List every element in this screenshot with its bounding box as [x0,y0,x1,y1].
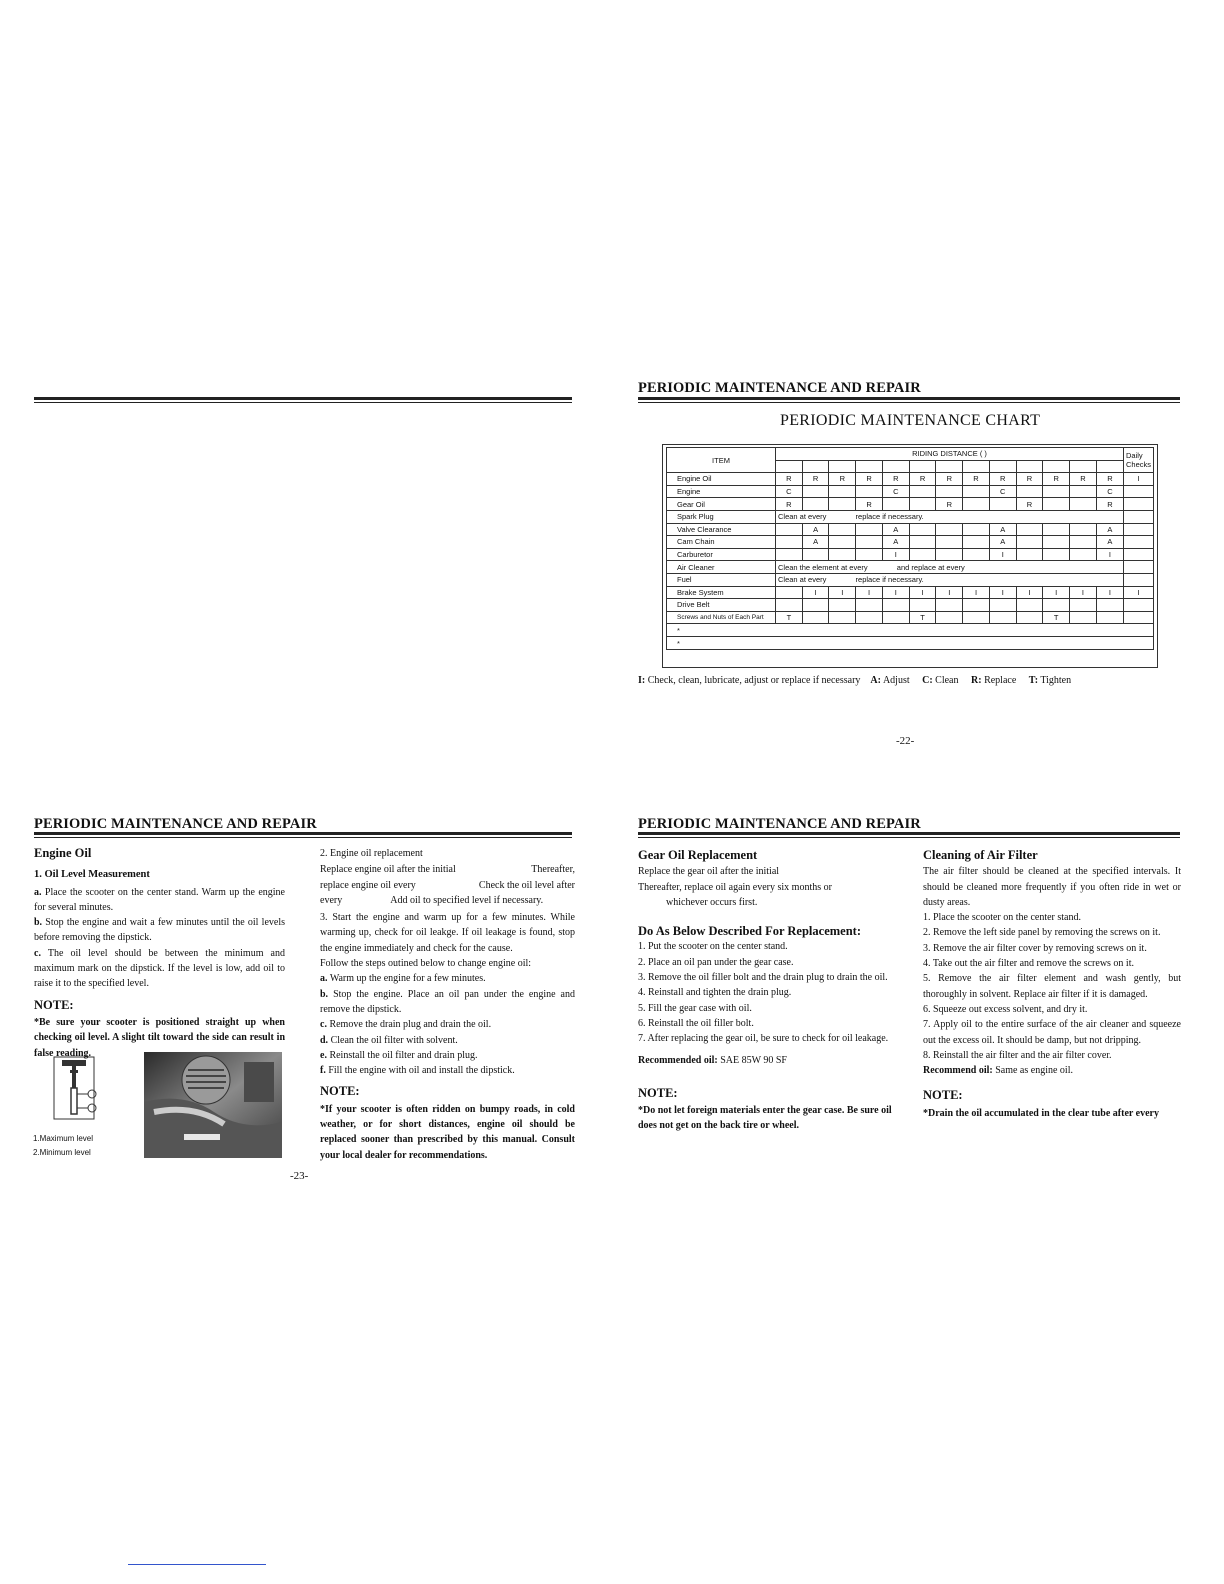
chart-row-item: Screws and Nuts of Each Part [667,611,776,624]
gear-rec-oil: Recommended oil: SAE 85W 90 SF [638,1054,787,1066]
engine-oil-left-column [34,846,285,1061]
chart-cell [856,548,883,561]
dipstick-captions [33,1132,93,1160]
header-rule-24 [638,832,1180,835]
chart-row [667,573,1154,586]
gear-step: 7. After replacing the gear oil, be sure to check for oil leakage. [638,1033,889,1045]
legend-t-text: Tighten [1040,675,1072,686]
chart-cell [1070,498,1097,511]
air-filter-title: Cleaning of Air Filter [923,848,1038,862]
chart-cell [909,498,936,511]
top-left-rule [34,397,572,400]
chart-row [667,586,1154,599]
chart-cell [829,548,856,561]
chart-cell [1070,611,1097,624]
sub-step-c: c. Remove the drain plug and drain the oil. [320,1019,492,1031]
chart-cell [1124,536,1154,549]
follow-steps: Follow the steps outined below to change engine oil: [320,958,532,970]
chart-cell: R [776,473,803,486]
air-filter-step: 8. Reinstall the air filter and the air filter cover. [923,1049,1112,1061]
air-filter-column [923,848,1181,1121]
chart-cell [856,611,883,624]
chart-cell: I [989,548,1016,561]
sub-step-b: b. Stop the engine. Place an oil pan under the engine and remove the dipstick. [320,988,576,1015]
chart-cell [963,548,990,561]
step-c: c. The oil level should be between the minimum and maximum mark on the dipstick. If the level is low, add oil to raise it to the specified level. [34,947,285,990]
header-rule-24-thin [638,837,1180,838]
chart-distance-cell [1070,460,1097,473]
gear-step: 2. Place an oil pan under the gear case. [638,956,794,968]
chart-cell [1070,523,1097,536]
legend-r-key: R: [971,675,982,686]
replace-line-2: replace engine oil every Check the oil level after [320,879,575,891]
chart-cell [776,536,803,549]
gear-oil-column [638,848,894,1134]
chart-row [667,599,1154,612]
chart-row-item: Valve Clearance [667,523,776,536]
chart-item-header: ITEM [667,448,776,473]
chart-distance-cell [802,460,829,473]
gear-step: 4. Reinstall and tighten the drain plug. [638,987,792,999]
chart-cell [776,523,803,536]
gear-note-text: *Do not let foreign materials enter the gear case. Be sure oil does not get on the back tire or wheel. [638,1105,892,1132]
chart-cell: C [1096,485,1123,498]
chart-cell: I [856,586,883,599]
chart-cell [1070,485,1097,498]
legend-a-text: Adjust [882,675,910,686]
chart-cell: R [882,473,909,486]
chart-distance-cell [776,460,803,473]
gear-oil-title: Gear Oil Replacement [638,848,758,862]
engine-oil-title: Engine Oil [34,846,92,860]
chart-cell [936,485,963,498]
legend-r-text: Replace [984,675,1017,686]
air-note-title: NOTE: [923,1088,963,1103]
chart-cell [1124,548,1154,561]
chart-cell: I [1096,586,1123,599]
chart-cell [829,498,856,511]
air-filter-step: 7. Apply oil to the entire surface of the air cleaner and squeeze out the excess oil. It should be damp, but not dripping. [923,1019,1181,1046]
chart-cell: I [1124,586,1154,599]
caption-max: 1.Maximum level [33,1134,94,1143]
page-header-24: PERIODIC MAINTENANCE AND REPAIR [638,816,921,832]
chart-cell [936,523,963,536]
chart-row-item: Engine Oil [667,473,776,486]
chart-row-item: Carburetor [667,548,776,561]
chart-cell [1124,510,1154,523]
chart-cell: R [989,473,1016,486]
chart-distance-cell [989,460,1016,473]
chart-distance-cell [882,460,909,473]
legend-c-key: C: [922,675,933,686]
chart-cell [802,548,829,561]
gear-line-1: Replace the gear oil after the initial [638,866,780,878]
chart-cell: I [882,548,909,561]
chart-cell: R [856,473,883,486]
chart-distance-cell [1096,460,1123,473]
chart-cell: R [802,473,829,486]
gear-step: 1. Put the scooter on the center stand. [638,941,788,953]
chart-cell [1124,498,1154,511]
chart-cell [1043,548,1070,561]
air-filter-intro: The air filter should be cleaned at the specified intervals. It should be cleaned more frequently if you often ride in wet or dusty areas. [923,866,1181,908]
chart-cell [909,599,936,612]
chart-cell: A [882,523,909,536]
chart-cell: A [802,536,829,549]
chart-cell [1070,599,1097,612]
chart-cell [802,485,829,498]
chart-cell: R [1016,473,1043,486]
chart-cell [882,599,909,612]
chart-cell [936,599,963,612]
chart-cell [1043,536,1070,549]
note-title: NOTE: [34,997,74,1012]
chart-cell [1124,561,1154,574]
oil-level-subtitle: 1. Oil Level Measurement [34,869,150,881]
chart-cell: A [802,523,829,536]
chart-row [667,498,1154,511]
sub-step-e: e. Reinstall the oil filter and drain plug. [320,1049,478,1061]
air-note-text: *Drain the oil accumulated in the clear tube after every [923,1107,1159,1119]
chart-distance-cell [963,460,990,473]
chart-cell [856,536,883,549]
air-filter-step: 5. Remove the air filter element and wash gently, but thoroughly in solvent. Replace air filter if it is damaged. [923,973,1181,1000]
chart-row [667,523,1154,536]
chart-cell: I [1016,586,1043,599]
chart-cell: I [1124,473,1154,486]
chart-cell [1016,536,1043,549]
do-as-below-title: Do As Below Described For Replacement: [638,924,861,939]
chart-cell: A [1096,523,1123,536]
chart-cell [856,485,883,498]
chart-cell [963,536,990,549]
chart-cell [882,611,909,624]
chart-cell [882,498,909,511]
gear-line-3: whichever occurs first. [666,896,758,908]
chart-cell: R [1096,473,1123,486]
chart-cell [802,498,829,511]
chart-cell: R [963,473,990,486]
chart-row [667,611,1154,624]
chart-cell [1124,485,1154,498]
chart-cell [909,485,936,498]
legend-i-text: Check, clean, lubricate, adjust or replace if necessary [647,675,861,686]
chart-cell [1016,548,1043,561]
chart-cell: I [1043,586,1070,599]
chart-cell: I [1096,548,1123,561]
chart-cell: R [1096,498,1123,511]
chart-cell [963,611,990,624]
sub-step-a: a. Warm up the engine for a few minutes. [320,973,486,985]
chart-merged-cell: Clean at every replace if necessary. [776,510,1124,523]
chart-cell [1043,485,1070,498]
header-rule [638,397,1180,400]
chart-row-item: Gear Oil [667,498,776,511]
gear-line-2: Thereafter, replace oil again every six months or [638,881,832,893]
chart-cell [829,599,856,612]
air-filter-step: 1. Place the scooter on the center stand. [923,912,1081,924]
chart-daily-checks: Daily Checks [1124,448,1154,473]
gear-note-title: NOTE: [638,1085,678,1100]
gear-step: 5. Fill the gear case with oil. [638,1002,752,1014]
chart-distance-cell [1043,460,1070,473]
chart-cell [802,599,829,612]
chart-cell: R [936,498,963,511]
chart-cell: T [909,611,936,624]
top-left-rule-thin [34,402,572,403]
chart-cell [1070,548,1097,561]
chart-cell [1096,599,1123,612]
chart-cell [776,548,803,561]
chart-row [667,473,1154,486]
chart-row [667,561,1154,574]
air-filter-step: 6. Squeeze out excess solvent, and dry it. [923,1003,1088,1015]
chart-cell: R [829,473,856,486]
replace-line-1: Replace engine oil after the initial Thereafter, [320,864,575,876]
chart-cell [909,536,936,549]
chart-footnote-2: * [667,637,1154,650]
chart-cell: A [989,536,1016,549]
chart-cell [989,599,1016,612]
legend-c-text: Clean [935,675,959,686]
chart-cell [936,611,963,624]
chart-cell: I [909,586,936,599]
chart-distance-cell [909,460,936,473]
chart-row-item: Drive Belt [667,599,776,612]
gear-step: 6. Reinstall the oil filler bolt. [638,1017,754,1029]
caption-min: 2.Minimum level [33,1148,91,1157]
chart-legend [638,675,1071,686]
chart-cell: T [776,611,803,624]
chart-footnote-1: * [667,624,1154,637]
page-number-23: -23- [290,1170,309,1182]
chart-row-item: Fuel [667,573,776,586]
chart-cell [1016,611,1043,624]
chart-row-item: Spark Plug [667,510,776,523]
chart-cell [936,536,963,549]
chart-cell [776,586,803,599]
chart-title: PERIODIC MAINTENANCE CHART [780,412,1041,429]
chart-cell: I [936,586,963,599]
chart-cell: I [963,586,990,599]
chart-cell: T [1043,611,1070,624]
chart-row-item: Cam Chain [667,536,776,549]
chart-merged-cell: Clean at every replace if necessary. [776,573,1124,586]
chart-cell: R [1070,473,1097,486]
step-3: 3. Start the engine and warm up for a few minutes. While warming up, check for oil leakge. If oil leakage is found, stop the engine immediately and check for the cause. [320,912,575,954]
chart-row [667,510,1154,523]
chart-row [667,485,1154,498]
chart-row-item: Brake System [667,586,776,599]
bottom-link-line [128,1564,266,1565]
note2-text: *If your scooter is often ridden on bumpy roads, in cold weather, or for short distances, engine oil should be replaced sooner than prescribed by this manual. Consult your local dealer for recommendations. [320,1103,575,1161]
chart-cell: C [776,485,803,498]
chart-cell [1043,599,1070,612]
chart-cell [1043,498,1070,511]
chart-cell [936,548,963,561]
chart-cell [1096,611,1123,624]
sub-step-d: d. Clean the oil filter with solvent. [320,1034,458,1046]
chart-riding-distance: RIDING DISTANCE ( ) [776,448,1124,461]
chart-cell [829,485,856,498]
chart-cell: A [1096,536,1123,549]
chart-cell: R [1016,498,1043,511]
chart-cell: C [989,485,1016,498]
page-header: PERIODIC MAINTENANCE AND REPAIR [638,380,921,396]
chart-merged-cell: Clean the element at every and replace at every [776,561,1124,574]
chart-cell: R [909,473,936,486]
maintenance-chart [666,447,1154,650]
chart-cell [829,536,856,549]
header-rule-23-thin [34,837,572,838]
header-rule-23 [34,832,572,835]
chart-cell [1070,536,1097,549]
chart-distance-cell [856,460,883,473]
engine-photo [144,1052,282,1158]
legend-i-key: I: [638,675,646,686]
sub-step-f: f. Fill the engine with oil and install the dipstick. [320,1065,515,1077]
air-filter-steps [923,910,1181,1063]
chart-cell [1016,599,1043,612]
chart-cell [829,523,856,536]
chart-cell [829,611,856,624]
chart-row [667,536,1154,549]
chart-cell: I [1070,586,1097,599]
chart-cell: A [882,536,909,549]
chart-distance-cell [1016,460,1043,473]
chart-distance-cell [936,460,963,473]
chart-cell [776,599,803,612]
chart-cell: C [882,485,909,498]
chart-row [667,548,1154,561]
note-text: *Be sure your scooter is positioned straight up when checking oil level. A slight tilt toward the side can result in false reading. [34,1016,285,1059]
page-header-23: PERIODIC MAINTENANCE AND REPAIR [34,816,317,832]
legend-t-key: T: [1028,675,1039,686]
chart-cell [856,599,883,612]
chart-cell [802,611,829,624]
engine-oil-right-column [320,846,575,1163]
chart-cell [1043,523,1070,536]
chart-cell: A [989,523,1016,536]
chart-cell [963,599,990,612]
chart-cell [1124,611,1154,624]
chart-cell [1124,523,1154,536]
header-rule-thin [638,402,1180,403]
replacement-subtitle: 2. Engine oil replacement [320,848,423,859]
chart-cell [1124,573,1154,586]
chart-cell [963,523,990,536]
air-filter-step: 4. Take out the air filter and remove the screws on it. [923,958,1134,970]
chart-cell: R [936,473,963,486]
chart-cell [909,548,936,561]
air-filter-step: 3. Remove the air filter cover by removing screws on it. [923,942,1147,954]
chart-cell [963,498,990,511]
gear-steps [638,939,894,1046]
note2-title: NOTE: [320,1084,360,1099]
chart-cell: R [1043,473,1070,486]
chart-cell [989,611,1016,624]
legend-a-key: A: [870,675,881,686]
gear-step: 3. Remove the oil filler bolt and the drain plug to drain the oil. [638,972,888,984]
chart-cell [1124,599,1154,612]
chart-cell [1016,523,1043,536]
chart-row-item: Air Cleaner [667,561,776,574]
chart-cell [963,485,990,498]
chart-cell [856,523,883,536]
step-b: b. Stop the engine and wait a few minutes until the oil levels before removing the dipstick. [34,917,285,944]
page-number-22: -22- [896,735,915,747]
step-a: a. Place the scooter on the center stand. Warm up the engine for several minutes. [34,886,286,913]
chart-cell: I [882,586,909,599]
chart-cell [989,498,1016,511]
air-filter-step: 2. Remove the left side panel by removing the screws on it. [923,927,1161,939]
dipstick-illustration [34,1056,124,1128]
chart-cell: I [989,586,1016,599]
air-rec-oil: Recommend oil: Same as engine oil. [923,1065,1073,1077]
chart-cell [1016,485,1043,498]
chart-cell: I [802,586,829,599]
chart-cell: I [829,586,856,599]
chart-row-item: Engine [667,485,776,498]
chart-distance-cell [829,460,856,473]
chart-cell: R [776,498,803,511]
chart-cell [909,523,936,536]
replace-line-3: every Add oil to specified level if necessary. [320,894,544,906]
chart-cell: R [856,498,883,511]
